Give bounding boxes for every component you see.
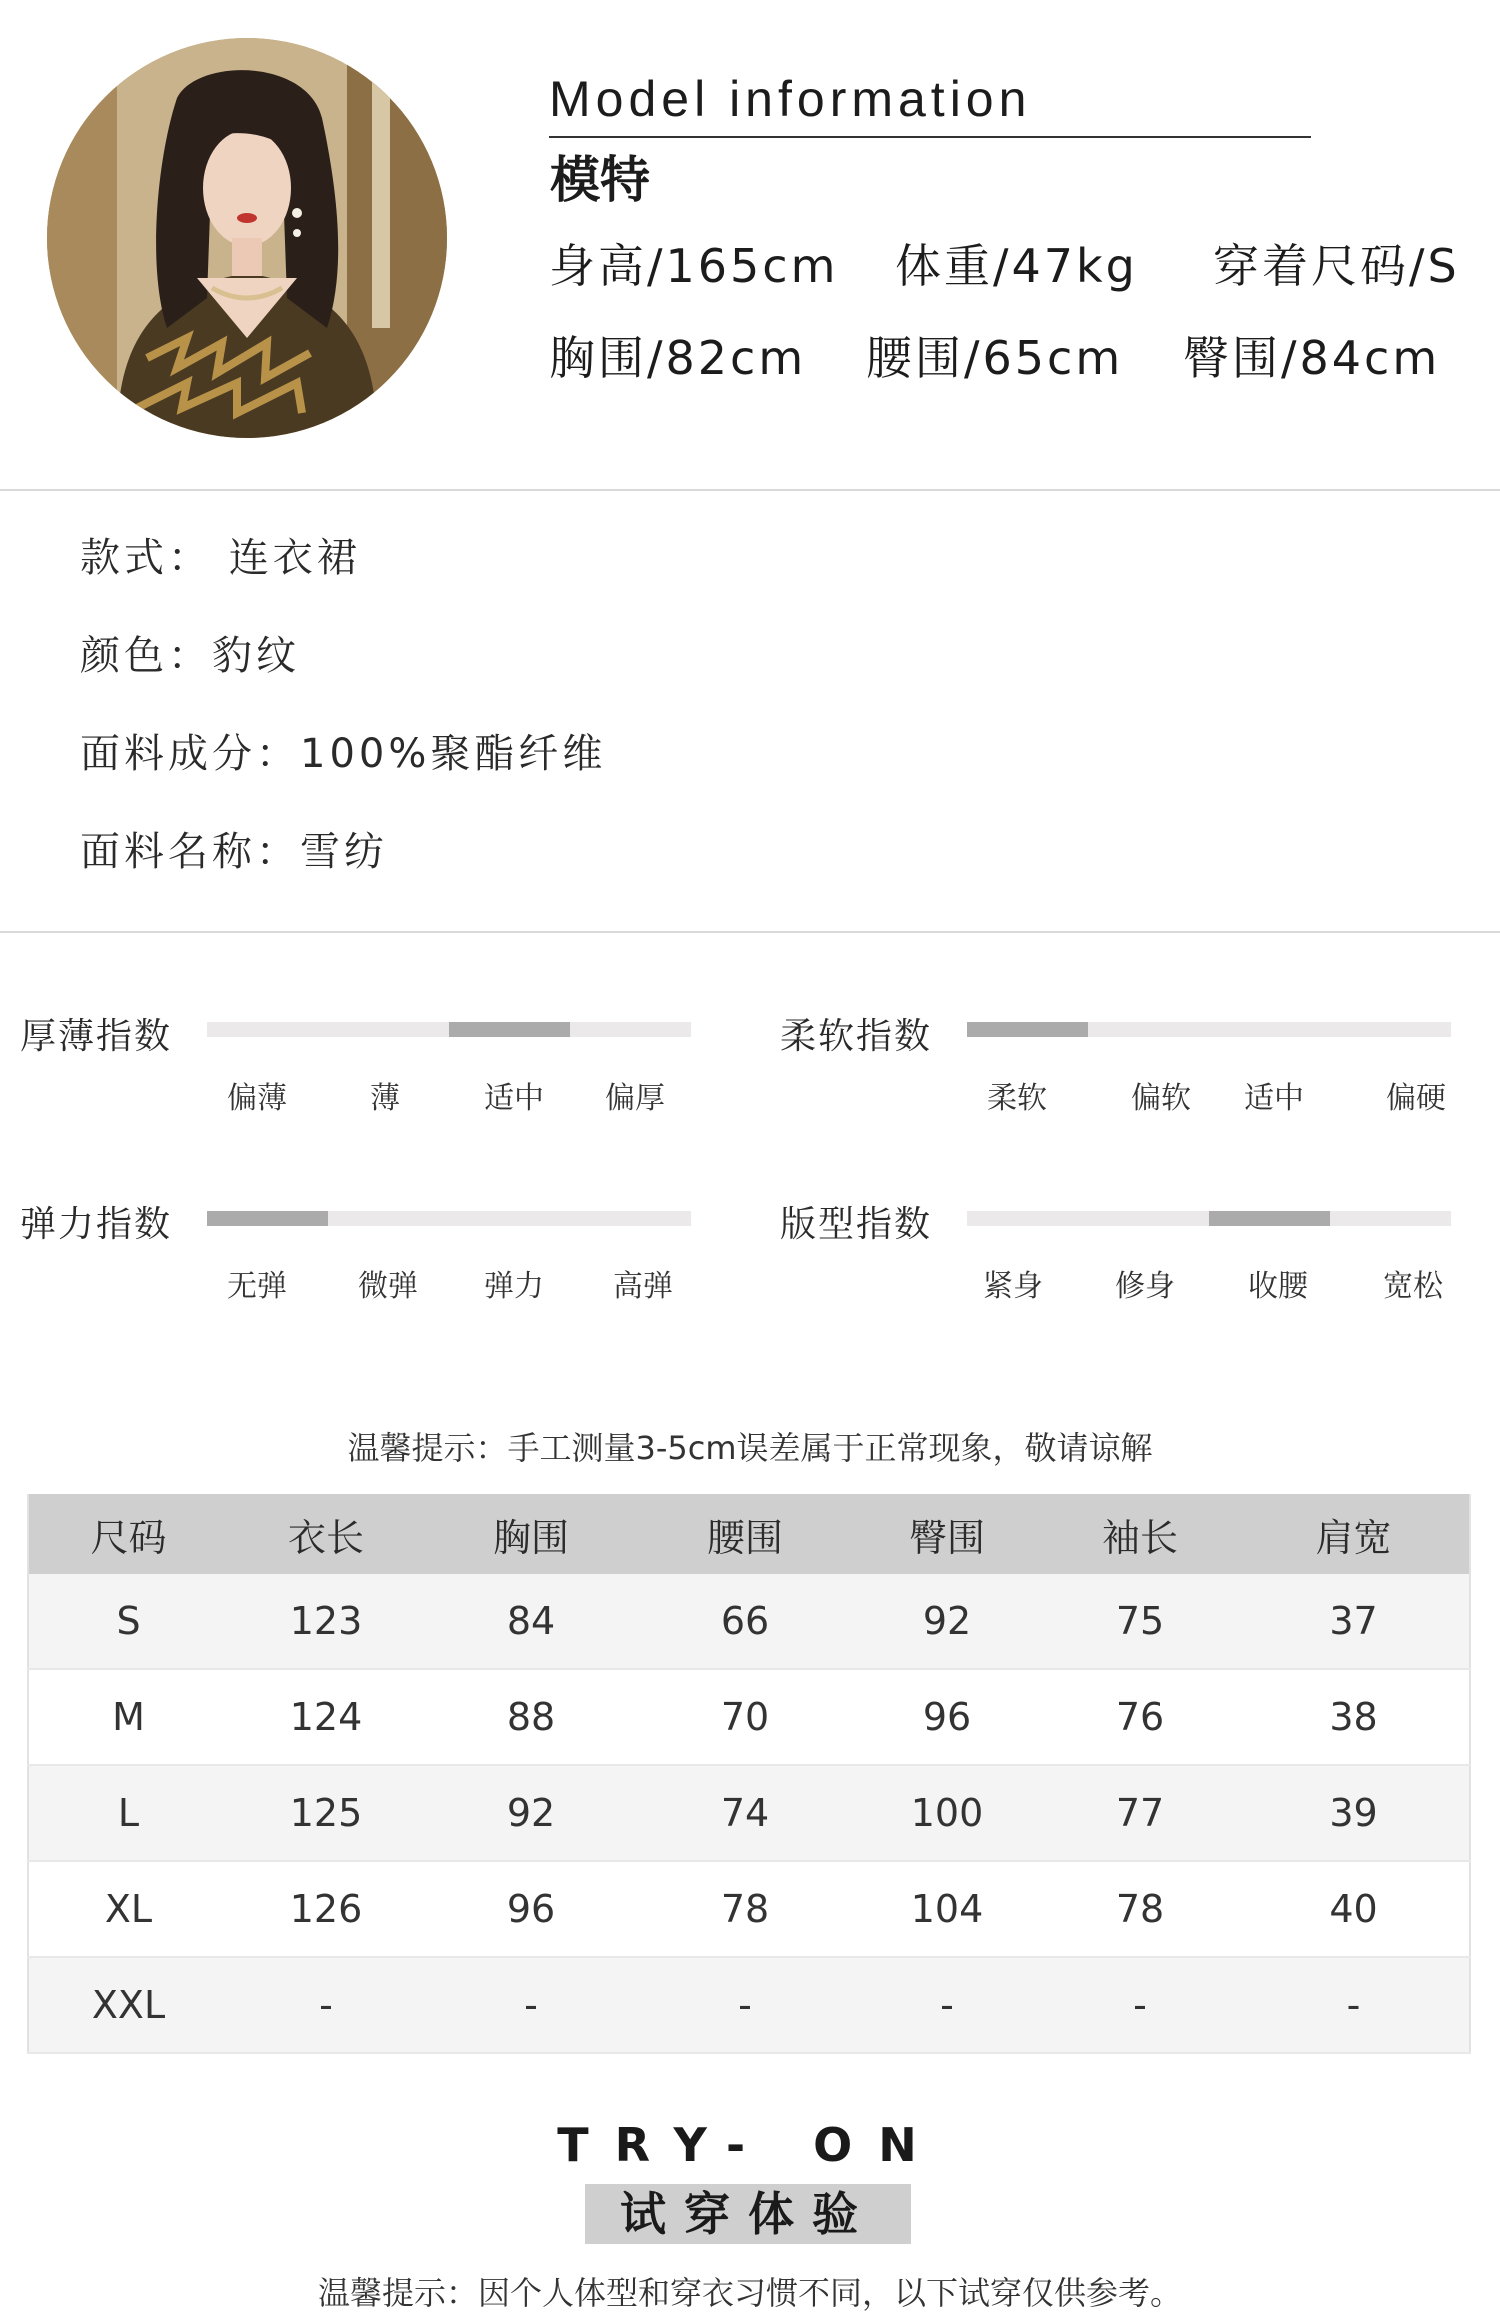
measurement-cell: - [424, 1957, 638, 2053]
table-row [28, 1574, 1470, 1669]
measurement-cell: 125 [228, 1765, 424, 1861]
measurement-cell: 92 [424, 1765, 638, 1861]
size-table [27, 1494, 1471, 2054]
elasticity-option: 无弹 [227, 1269, 287, 1304]
table-row [28, 1957, 1470, 2053]
title-underline [549, 136, 1311, 138]
measurement-cell: 39 [1238, 1765, 1470, 1861]
measurement-cell: 96 [424, 1861, 638, 1957]
table-row [28, 1765, 1470, 1861]
measurement-cell: 92 [852, 1574, 1042, 1669]
measurement-cell: 100 [852, 1765, 1042, 1861]
product-material: 面料成分：100%聚酯纤维 [80, 731, 607, 777]
table-header-cell: 腰围 [638, 1494, 852, 1574]
thickness-option: 薄 [370, 1081, 400, 1116]
measurement-cell: 88 [424, 1669, 638, 1765]
measurement-cell: 104 [852, 1861, 1042, 1957]
table-header-cell: 衣长 [228, 1494, 424, 1574]
table-header-cell: 袖长 [1042, 1494, 1238, 1574]
softness-option: 柔软 [987, 1081, 1047, 1116]
fit-option: 紧身 [983, 1269, 1043, 1304]
measurement-cell: 124 [228, 1669, 424, 1765]
measurement-cell: - [638, 1957, 852, 2053]
measurement-cell: 66 [638, 1574, 852, 1669]
measurement-cell: - [1238, 1957, 1470, 2053]
table-row [28, 1669, 1470, 1765]
elasticity-index-fill [207, 1211, 328, 1226]
fit-option: 修身 [1115, 1269, 1175, 1304]
thickness-option: 适中 [484, 1081, 544, 1116]
thickness-index-label: 厚薄指数 [20, 1016, 173, 1057]
table-body [28, 1574, 1470, 2053]
softness-option: 偏软 [1131, 1081, 1191, 1116]
measurement-cell: 37 [1238, 1574, 1470, 1669]
measurement-cell: 74 [638, 1765, 852, 1861]
elasticity-option: 弹力 [484, 1269, 544, 1304]
model-portrait-image [47, 38, 447, 438]
softness-option: 适中 [1244, 1081, 1304, 1116]
softness-index-label: 柔软指数 [780, 1016, 933, 1057]
measurement-cell: 123 [228, 1574, 424, 1669]
product-color: 颜色：豹纹 [80, 633, 300, 679]
thickness-index-fill [449, 1022, 570, 1037]
fit-option: 收腰 [1248, 1269, 1308, 1304]
elasticity-index-label: 弹力指数 [20, 1204, 173, 1245]
tryon-subtitle: 试穿体验 [620, 2187, 876, 2241]
product-style: 款式： 连衣裙 [80, 535, 361, 581]
model-info-subtitle: 模特 [550, 151, 650, 209]
softness-option: 偏硬 [1386, 1081, 1446, 1116]
model-hip: 臀围/84cm [1183, 331, 1441, 385]
measurement-cell: 76 [1042, 1669, 1238, 1765]
divider [0, 931, 1500, 933]
fit-index-label: 版型指数 [780, 1204, 933, 1245]
size-cell: S [28, 1574, 228, 1669]
size-cell: XXL [28, 1957, 228, 2053]
measurement-cell: 38 [1238, 1669, 1470, 1765]
measurement-cell: 84 [424, 1574, 638, 1669]
table-row [28, 1861, 1470, 1957]
table-header-cell: 胸围 [424, 1494, 638, 1574]
divider [0, 489, 1500, 491]
fit-option: 宽松 [1383, 1269, 1443, 1304]
product-fabric: 面料名称：雪纺 [80, 829, 388, 875]
table-header-cell: 肩宽 [1238, 1494, 1470, 1574]
table-header-row [28, 1494, 1470, 1574]
table-header-cell: 臀围 [852, 1494, 1042, 1574]
softness-index-fill [967, 1022, 1088, 1037]
tryon-title: TRY- ON [557, 2118, 943, 2172]
measurement-cell: - [1042, 1957, 1238, 2053]
elasticity-index-bar [207, 1211, 691, 1226]
measurement-note: 温馨提示：手工测量3-5cm误差属于正常现象，敬请谅解 [347, 1429, 1153, 1467]
thickness-option: 偏薄 [227, 1081, 287, 1116]
size-cell: L [28, 1765, 228, 1861]
measurement-cell: 126 [228, 1861, 424, 1957]
measurement-cell: 78 [1042, 1861, 1238, 1957]
model-height: 身高/165cm [549, 239, 839, 293]
measurement-cell: 78 [638, 1861, 852, 1957]
tryon-note: 温馨提示：因个人体型和穿衣习惯不同，以下试穿仅供参考。 [317, 2274, 1182, 2312]
elasticity-option: 微弹 [358, 1269, 418, 1304]
measurement-cell: 70 [638, 1669, 852, 1765]
measurement-cell: 77 [1042, 1765, 1238, 1861]
model-info-title: Model information [549, 71, 1032, 127]
measurement-cell: 75 [1042, 1574, 1238, 1669]
thickness-index-bar [207, 1022, 691, 1037]
model-weight: 体重/47kg [895, 239, 1138, 293]
measurement-cell: - [852, 1957, 1042, 2053]
elasticity-option: 高弹 [613, 1269, 673, 1304]
measurement-cell: 96 [852, 1669, 1042, 1765]
size-cell: M [28, 1669, 228, 1765]
model-waist: 腰围/65cm [866, 331, 1124, 385]
softness-index-bar [967, 1022, 1451, 1037]
thickness-option: 偏厚 [605, 1081, 665, 1116]
model-photo [47, 38, 447, 438]
measurement-cell: 40 [1238, 1861, 1470, 1957]
size-cell: XL [28, 1861, 228, 1957]
fit-index-fill [1209, 1211, 1330, 1226]
measurement-cell: - [228, 1957, 424, 2053]
table-header-cell: 尺码 [28, 1494, 228, 1574]
fit-index-bar [967, 1211, 1451, 1226]
model-bust: 胸围/82cm [549, 331, 807, 385]
model-size: 穿着尺码/S [1213, 239, 1460, 293]
